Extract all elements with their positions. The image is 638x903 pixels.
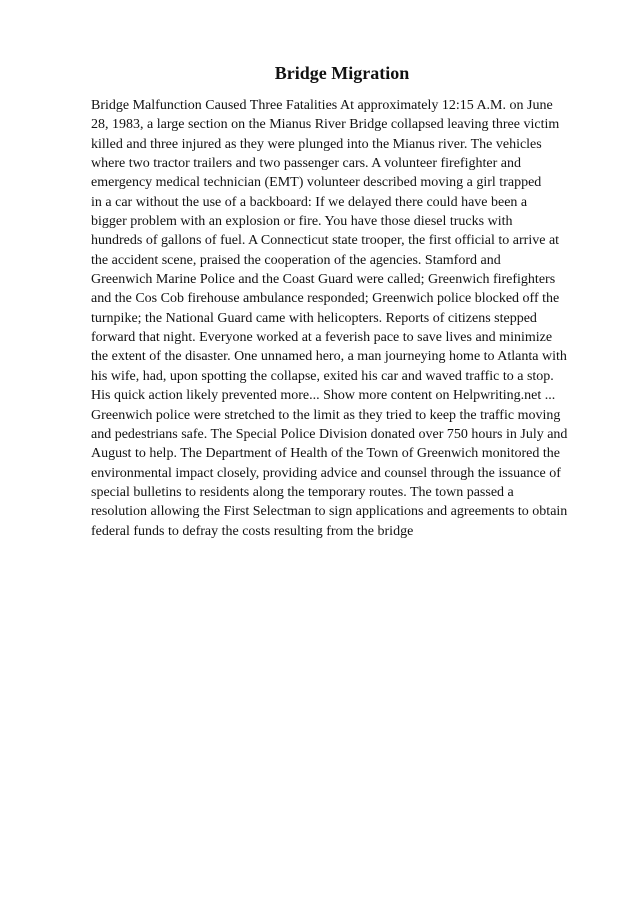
body-line-13: forward that night. Everyone worked at a feverish pace to save lives and minimize [91,330,553,346]
body-line-16: His quick action likely prevented more... Show more content on Helpwriting.net ... [91,388,556,404]
body-line-8: hundreds of gallons of fuel. A Connecticut state trooper, the first official to arrive at [91,233,560,249]
body-line-4: where two tractor trailers and two passenger cars. A volunteer firefighter and [91,156,521,172]
body-line-20: environmental impact closely, providing advice and counsel through the issuance of [91,465,561,481]
body-line-11: and the Cos Cob firehouse ambulance responded; Greenwich police blocked off the [91,291,560,307]
body-line-14: the extent of the disaster. One unnamed hero, a man journeying home to Atlanta with [91,349,567,365]
body-line-22: resolution allowing the First Selectman to sign applications and agreements to obtain [91,504,568,520]
body-line-23: federal funds to defray the costs resulting from the bridge [91,523,414,539]
body-line-21: special bulletins to residents along the temporary routes. The town passed a [91,484,514,500]
body-line-10: Greenwich Marine Police and the Coast Guard were called; Greenwich firefighters [91,272,556,288]
body-line-1: Bridge Malfunction Caused Three Fatalities At approximately 12:15 A.M. on June [91,98,553,113]
body-line-19: August to help. The Department of Health of the Town of Greenwich monitored the [91,446,560,462]
body-line-17: Greenwich police were stretched to the limit as they tried to keep the traffic moving [91,407,561,423]
body-line-9: the accident scene, praised the cooperation of the agencies. Stamford and [91,252,501,268]
document-title: Bridge Migration [274,63,410,83]
body-line-2: 28, 1983, a large section on the Mianus River Bridge collapsed leaving three victim [91,117,560,133]
body-line-6: in a car without the use of a backboard: If we delayed there could have been a [91,194,528,210]
body-line-18: and pedestrians safe. The Special Police Division donated over 750 hours in July and [91,426,568,442]
body-line-3: killed and three injured as they were plunged into the Mianus river. The vehicles [91,136,542,152]
body-line-7: bigger problem with an explosion or fire. You have those diesel trucks with [91,214,513,230]
body-line-12: turnpike; the National Guard came with helicopters. Reports of citizens stepped [91,310,537,326]
body-line-5: emergency medical technician (EMT) volunteer described moving a girl trapped [91,175,542,191]
document-body [91,96,601,541]
body-line-15: his wife, had, upon spotting the collapse, exited his car and waved traffic to a stop. [91,368,554,384]
